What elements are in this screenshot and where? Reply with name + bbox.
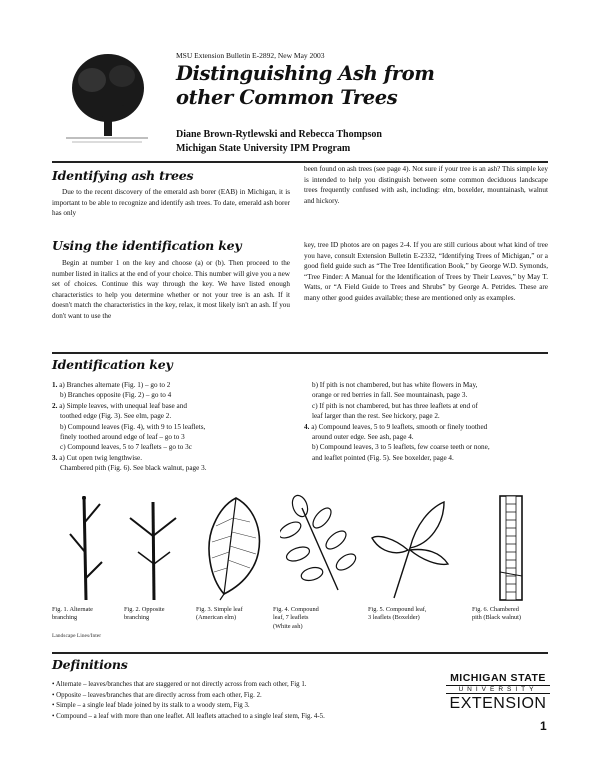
figure-row xyxy=(52,494,548,602)
fig-compound-leaf-boxelder-icon xyxy=(370,494,450,602)
title-line-1: Distinguishing Ash from xyxy=(176,62,435,85)
fig-chambered-pith-icon xyxy=(492,494,532,602)
illustration-credit: Landscape Lines/Inter xyxy=(52,633,102,639)
key-heading: Identification key xyxy=(52,357,173,372)
authors-affiliation: Michigan State University IPM Program xyxy=(176,143,351,154)
fig-simple-leaf-icon xyxy=(200,494,270,602)
key-item: orange or red berries in fall. See mountainash, page 3. xyxy=(312,391,468,400)
key-item: c) Compound leaves, 5 to 7 leaflets – go to 3c xyxy=(60,443,192,452)
fig-compound-leaf-ash-icon xyxy=(280,494,360,602)
definitions-list xyxy=(52,680,472,722)
definition-item: • Alternate – leaves/branches that are staggered or not directly across from each other, Fig 1. xyxy=(52,681,307,688)
definition-item: • Simple – a single leaf blade joined by its stalk to a woody stem, Fig 3. xyxy=(52,702,250,709)
fig-alternate-branching-icon xyxy=(60,494,110,602)
bulletin-number: MSU Extension Bulletin E-2892, New May 2003 xyxy=(176,51,325,60)
figure-caption-5: Fig. 5. Compound leaf, 3 leaflets (Boxelder) xyxy=(368,606,427,622)
key-item: b) Compound leaves (Fig. 4), with 9 to 15 leaflets, xyxy=(60,422,206,431)
identifying-left-text: Due to the recent discovery of the emerald ash borer (EAB) in Michigan, it is important to be able to recognize and identify ash trees. To date, emerald ash borer has only xyxy=(52,188,290,218)
key-item: and leaflet pointed (Fig. 5). See boxelder, page 4. xyxy=(312,453,454,462)
page-number: 1 xyxy=(540,719,547,733)
using-heading: Using the identification key xyxy=(52,238,242,253)
divider xyxy=(52,652,548,654)
tree-logo-icon xyxy=(62,50,152,148)
figure-caption-2: Fig. 2. Opposite branching xyxy=(124,606,165,622)
definitions-heading: Definitions xyxy=(52,657,128,672)
identifying-heading: Identifying ash trees xyxy=(52,168,194,183)
key-item: b) If pith is not chambered, but has white flowers in May, xyxy=(312,381,478,389)
figure-caption-1: Fig. 1. Alternate branching xyxy=(52,606,93,622)
key-item: finely toothed around edge of leaf – go to 3 xyxy=(60,433,185,442)
msu-extension-logo: MICHIGAN STATE UNIVERSITY EXTENSION xyxy=(446,672,550,713)
key-right-list xyxy=(304,380,548,463)
divider xyxy=(52,352,548,354)
key-item: 4. a) Compound leaves, 5 to 9 leaflets, smooth or finely toothed xyxy=(304,422,488,431)
definition-item: • Compound – a leaf with more than one leaflet. All leaflets attached to a single leaf stem, Fig. 4-5. xyxy=(52,712,325,720)
key-item: around outer edge. See ash, page 4. xyxy=(312,433,414,442)
key-item: b) Compound leaves, 3 to 5 leaflets, few coarse teeth or none, xyxy=(312,443,490,452)
using-right-text: key, tree ID photos are on pages 2-4. If you are still curious about what kind of tree you have, consult Extension Bulletin E-2332, “Identifying Trees of Michigan,” or a good field guide such as “The Tree Identification Book,” by George W.D. Symonds, “Tree Finder: A Manual for the Identification of Trees by Their Leaves,” by May T. Watts, or “A Field Guide to Trees and Shrubs” by George A. Petrides. These are many other good guides available; these are mentioned only as examples. xyxy=(304,241,548,302)
authors xyxy=(176,128,382,156)
using-left-text: Begin at number 1 on the key and choose (a) or (b). Then proceed to the number listed in italics at the end of your choice. This number will give you a new set of choices. Continue this way through the key. We have listed enough characteristics to help you determine whether or not your tree is an ash. If it doesn't match the characteristics in the key, relax, it most likely isn't an ash. If you don't want to use the xyxy=(52,259,290,320)
figure-caption-6: Fig. 6. Chambered pith (Black walnut) xyxy=(472,606,521,622)
key-left-list xyxy=(52,380,292,474)
authors-names: Diane Brown-Rytlewski and Rebecca Thompson xyxy=(176,129,382,140)
page-title xyxy=(176,62,506,110)
title-line-2: other Common Trees xyxy=(176,86,398,109)
key-item: 1. a) Branches alternate (Fig. 1) – go to 2 xyxy=(52,381,171,389)
figure-caption-3: Fig. 3. Simple leaf (American elm) xyxy=(196,606,243,622)
key-item: b) Branches opposite (Fig. 2) – go to 4 xyxy=(60,391,172,400)
identifying-right-text: been found on ash trees (see page 4). Not sure if your tree is an ash? This simple key is intended to help you distinguish between some common deciduous landscape trees frequently confused with ash, including: elm, boxelder, mountainash, walnut and hickory. xyxy=(304,165,548,205)
figure-caption-4: Fig. 4. Compound leaf, 7 leaflets (White ash) xyxy=(273,606,319,630)
key-item: 3. a) Cut open twig lengthwise. xyxy=(52,453,143,462)
key-item: c) If pith is not chambered, but has three leaflets at end of xyxy=(312,401,478,410)
key-item: 2. a) Simple leaves, with unequal leaf base and xyxy=(52,401,187,410)
fig-opposite-branching-icon xyxy=(118,494,188,602)
key-item: leaf larger than the rest. See hickory, page 2. xyxy=(312,412,440,421)
divider xyxy=(52,161,548,163)
key-item: Chambered pith (Fig. 6). See black walnut, page 3. xyxy=(60,464,207,473)
key-item: toothed edge (Fig. 3). See elm, page 2. xyxy=(60,412,172,421)
definition-item: • Opposite – leaves/branches that are directly across from each other, Fig. 2. xyxy=(52,691,262,699)
